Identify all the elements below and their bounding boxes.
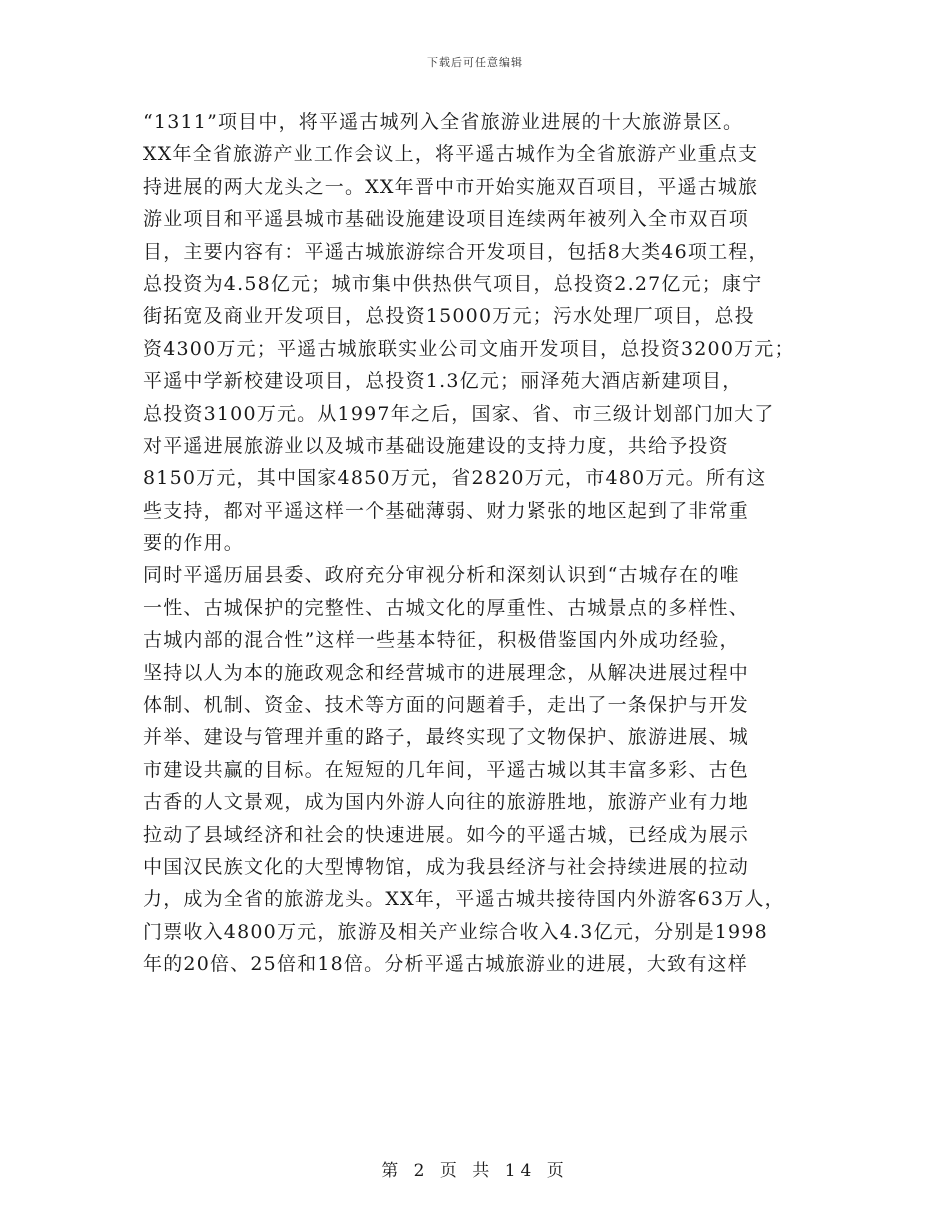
body-line: 一性、古城保护的完整性、古城文化的厚重性、古城景点的多样性、: [143, 596, 750, 619]
body-line: 古香的人文景观，成为国内外游人向往的旅游胜地，旅游产业有力地: [143, 791, 750, 814]
body-line: 资4300万元；平遥古城旅联实业公司文庙开发项目，总投资3200万元；: [143, 337, 795, 360]
body-line: 总投资3100万元。从1997年之后，国家、省、市三级计划部门加大了: [143, 402, 775, 425]
body-line: 些支持，都对平遥这样一个基础薄弱、财力紧张的地区起到了非常重: [143, 499, 750, 522]
body-line: 目，主要内容有：平遥古城旅游综合开发项目，包括8大类46项工程，: [143, 240, 769, 263]
body-line: 游业项目和平遥县城市基础设施建设项目连续两年被列入全市双百项: [143, 208, 750, 231]
body-line: 古城内部的混合性”这样一些基本特征，积极借鉴国内外成功经验，: [143, 629, 740, 652]
body-line: 对平遥进展旅游业以及城市基础设施建设的支持力度，共给予投资: [143, 434, 729, 457]
body-line: “1311”项目中，将平遥古城列入全省旅游业进展的十大旅游景区。: [143, 111, 744, 133]
body-line: 市建设共赢的目标。在短短的几年间，平遥古城以其丰富多彩、古色: [143, 758, 750, 781]
page-header: 下载后可任意编辑: [427, 56, 523, 69]
body-line: XX年全省旅游产业工作会议上，将平遥古城作为全省旅游产业重点支: [143, 143, 759, 166]
body-line: 体制、机制、资金、技术等方面的问题着手，走出了一条保护与开发: [143, 694, 750, 717]
body-line: 年的20倍、25倍和18倍。分析平遥古城旅游业的进展，大致有这样: [143, 953, 748, 976]
body-line: 持进展的两大龙头之一。XX年晋中市开始实施双百项目，平遥古城旅: [143, 175, 759, 198]
body-line: 力，成为全省的旅游龙头。XX年，平遥古城共接待国内外游客63万人，: [143, 888, 785, 911]
body-line: 总投资为4.58亿元；城市集中供热供气项目，总投资2.27亿元；康宁: [143, 272, 763, 295]
body-line: 拉动了县域经济和社会的快速进展。如今的平遥古城，已经成为展示: [143, 823, 750, 846]
body-line: 要的作用。: [143, 532, 245, 555]
body-line: 中国汉民族文化的大型博物馆，成为我县经济与社会持续进展的拉动: [143, 855, 750, 878]
body-line: 并举、建设与管理并重的路子，最终实现了文物保护、旅游进展、城: [143, 726, 750, 749]
document-body: [143, 106, 823, 981]
page-number-footer: 第 2 页 共 14 页: [381, 1161, 569, 1181]
body-line: 平遥中学新校建设项目，总投资1.3亿元；丽泽苑大酒店新建项目，: [143, 370, 743, 393]
body-line: 坚持以人为本的施政观念和经营城市的进展理念，从解决进展过程中: [143, 661, 750, 684]
body-line: 同时平遥历届县委、政府充分审视分析和深刻认识到“古城存在的唯: [143, 564, 740, 587]
body-line: 门票收入4800万元，旅游及相关产业综合收入4.3亿元，分别是1998: [143, 920, 768, 943]
body-line: 8150万元，其中国家4850万元，省2820万元，市480万元。所有这: [143, 467, 767, 490]
body-line: 街拓宽及商业开发项目，总投资15000万元；污水处理厂项目，总投: [143, 305, 755, 328]
